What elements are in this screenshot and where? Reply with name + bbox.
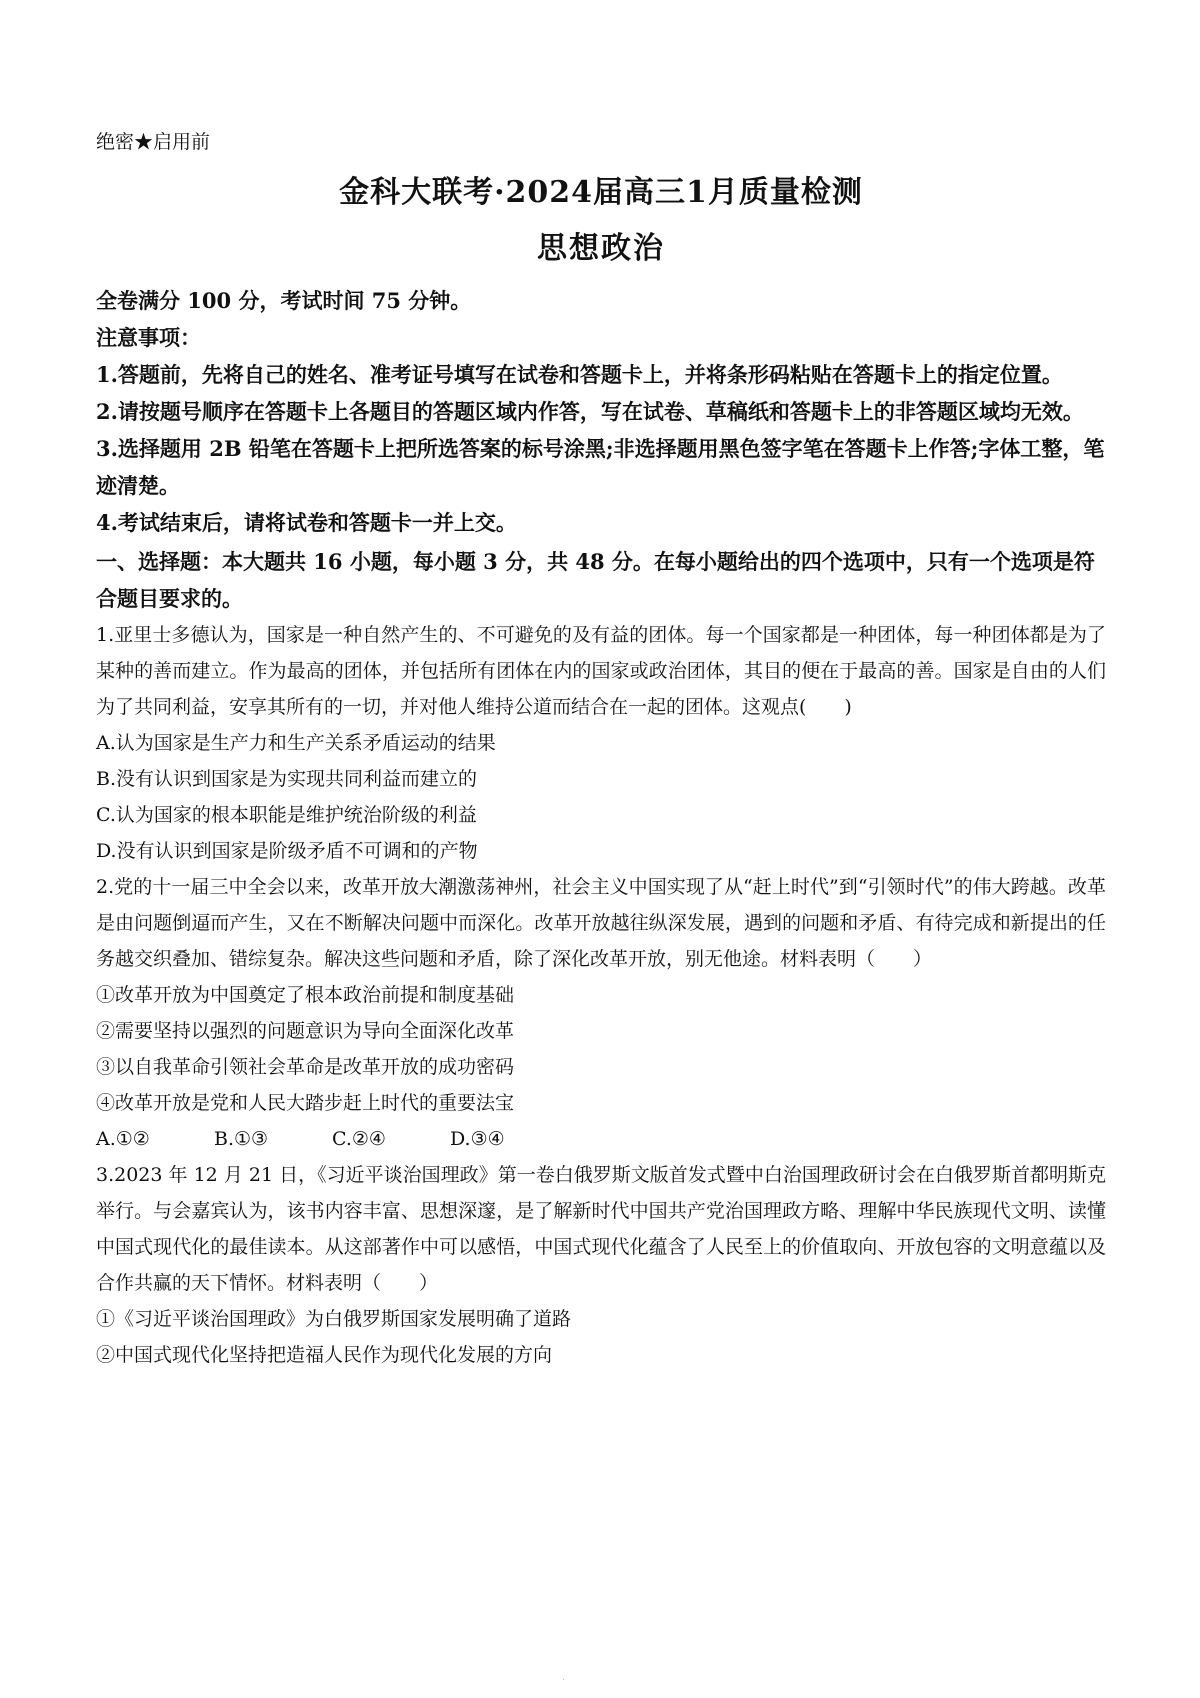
score-time-line: 全卷满分 100 分，考试时间 75 分钟。 xyxy=(96,288,472,313)
question-2-statement: ①改革开放为中国奠定了根本政治前提和制度基础 xyxy=(96,984,515,1006)
question-2-choice: B.①③ xyxy=(214,1128,269,1150)
question-3-statement: ①《习近平谈治国理政》为白俄罗斯国家发展明确了道路 xyxy=(96,1308,572,1330)
question-3-statement: ②中国式现代化坚持把造福人民作为现代化发展的方向 xyxy=(96,1344,553,1366)
exam-title: 金科大联考·2024届高三1月质量检测 xyxy=(339,175,863,210)
question-2-statement: ②需要坚持以强烈的问题意识为导向全面深化改革 xyxy=(96,1020,515,1042)
question-2-choice: C.②④ xyxy=(332,1128,386,1150)
question-2-choice: D.③④ xyxy=(450,1128,505,1150)
question-1-option: B.没有认识到国家是为实现共同利益而建立的 xyxy=(96,768,478,790)
notice-heading: 注意事项： xyxy=(96,325,201,350)
subject-title: 思想政治 xyxy=(537,231,665,266)
question-1-option: A.认为国家是生产力和生产关系矛盾运动的结果 xyxy=(96,732,496,754)
notice-item: 1.答题前，先将自己的姓名、准考证号填写在试卷和答题卡上，并将条形码粘贴在答题卡上的指定位置。 xyxy=(96,362,1063,387)
notice-item: 4.考试结束后，请将试卷和答题卡一并上交。 xyxy=(96,510,517,535)
section-one-title: 一、选择题：本大题共 16 小题，每小题 3 分，共 48 分。在每小题给出的四个选项中，只有一个选项是符合题目要求的。 xyxy=(96,549,1095,611)
page-content xyxy=(96,130,1106,1373)
question-1-option: D.没有认识到国家是阶级矛盾不可调和的产物 xyxy=(96,840,478,862)
question-2-statement: ④改革开放是党和人民大踏步赶上时代的重要法宝 xyxy=(96,1092,515,1114)
question-1-stem: 1.亚里士多德认为，国家是一种自然产生的、不可避免的及有益的团体。每一个国家都是一种团体，每一种团体都是为了某种的善而建立。作为最高的团体，并包括所有团体在内的国家或政治团体，其目的便在于最高的善。国家是自由的人们为了共同利益，安享其所有的一切，并对他人维持公道而结合在一起的团体。这观点( ) xyxy=(96,624,1106,718)
notice-item: 2.请按题号顺序在答题卡上各题目的答题区域内作答，写在试卷、草稿纸和答题卡上的非答题区域均无效。 xyxy=(96,399,1084,424)
question-2-statement: ③以自我革命引领社会革命是改革开放的成功密码 xyxy=(96,1056,515,1078)
question-2-choices xyxy=(96,1121,1106,1157)
question-3-stem: 3.2023 年 12 月 21 日，《习近平谈治国理政》第一卷白俄罗斯文版首发式暨中白治国理政研讨会在白俄罗斯首都明斯克举行。与会嘉宾认为，该书内容丰富、思想深邃，是了解新时代中国共产党治国理政方略、理解中华民族现代文明、读懂中国式现代化的最佳读本。从这部著作中可以感悟，中国式现代化蕴含了人民至上的价值取向、开放包容的文明意蕴以及合作共赢的天下情怀。材料表明（ ） xyxy=(96,1164,1106,1294)
question-2-stem: 2.党的十一届三中全会以来，改革开放大潮激荡神州，社会主义中国实现了从“赶上时代”到“引领时代”的伟大跨越。改革是由问题倒逼而产生，又在不断解决问题中而深化。改革开放越往纵深发展，遇到的问题和矛盾、有待完成和新提出的任务越交织叠加、错综复杂。解决这些问题和矛盾，除了深化改革开放，别无他途。材料表明（ ） xyxy=(96,876,1106,970)
question-2-choice: A.①② xyxy=(96,1128,150,1150)
footer-mark: · xyxy=(562,1675,566,1686)
confidential-label: 绝密★启用前 xyxy=(96,131,211,153)
notice-item: 3.选择题用 2B 铅笔在答题卡上把所选答案的标号涂黑;非选择题用黑色签字笔在答题卡上作答;字体工整，笔迹清楚。 xyxy=(96,436,1105,498)
question-1-option: C.认为国家的根本职能是维护统治阶级的利益 xyxy=(96,804,477,826)
